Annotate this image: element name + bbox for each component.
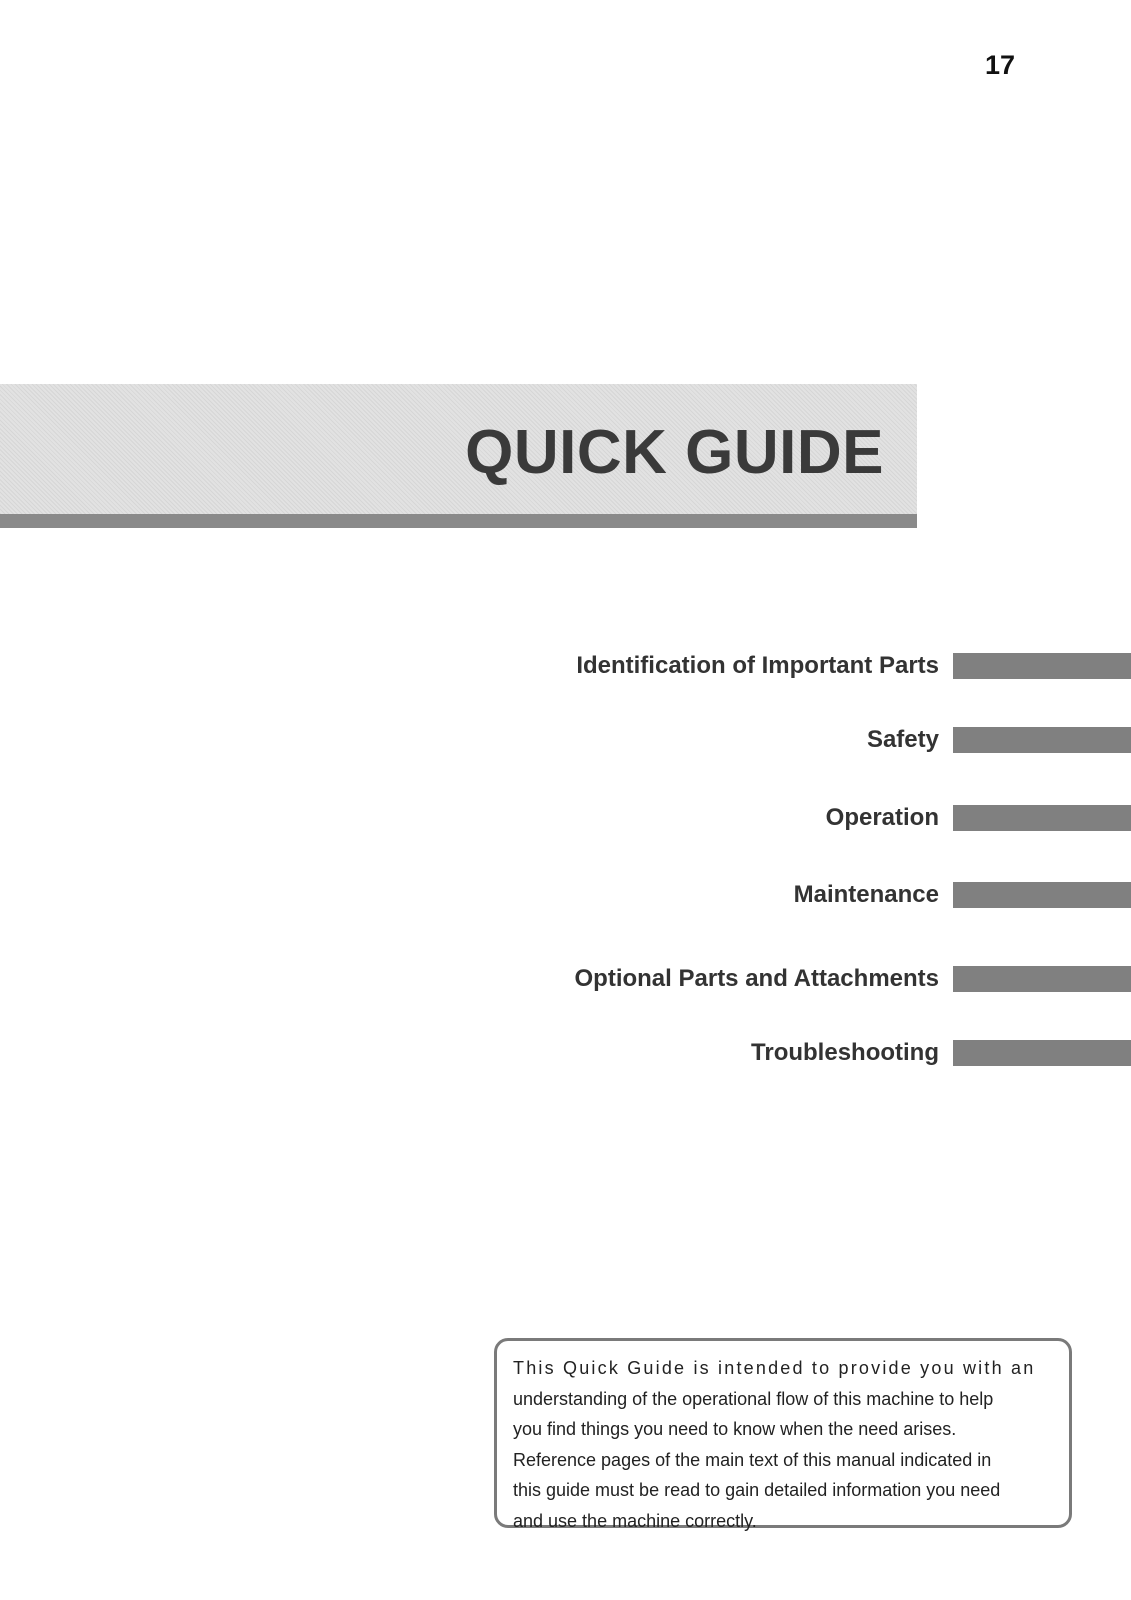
- section-item-maintenance: [500, 875, 1131, 915]
- guide-note-box: [494, 1338, 1072, 1531]
- section-label: Maintenance: [793, 881, 939, 908]
- note-line: understanding of the operational flow of this machine to help: [513, 1388, 994, 1409]
- title-banner-stripe: [0, 514, 917, 528]
- section-bar: [953, 653, 1131, 679]
- section-label: Identification of Important Parts: [576, 652, 939, 679]
- section-label: Troubleshooting: [751, 1039, 939, 1066]
- page-number: 17: [984, 50, 1016, 80]
- section-item-troubleshooting: [500, 1033, 1131, 1073]
- note-line: you find things you need to know when the need arises.: [513, 1419, 957, 1439]
- section-bar: [953, 882, 1131, 908]
- note-line: This Quick Guide is intended to provide you with an: [513, 1358, 1036, 1378]
- section-label: Optional Parts and Attachments: [574, 965, 939, 992]
- section-label: Operation: [825, 804, 939, 831]
- page-title: QUICK GUIDE: [465, 418, 884, 487]
- section-bar: [953, 805, 1131, 831]
- section-item-optional-parts: [500, 959, 1131, 999]
- section-bar: [953, 1040, 1131, 1066]
- section-bar: [953, 966, 1131, 992]
- note-line: this guide must be read to gain detailed information you need: [513, 1480, 1001, 1500]
- section-item-operation: [500, 798, 1131, 838]
- section-label: Safety: [866, 726, 939, 753]
- section-bar: [953, 727, 1131, 753]
- note-line: and use the machine correctly.: [513, 1510, 757, 1531]
- section-item-identification: [500, 646, 1131, 686]
- section-item-safety: [500, 720, 1131, 760]
- note-line: Reference pages of the main text of this manual indicated in: [513, 1449, 992, 1470]
